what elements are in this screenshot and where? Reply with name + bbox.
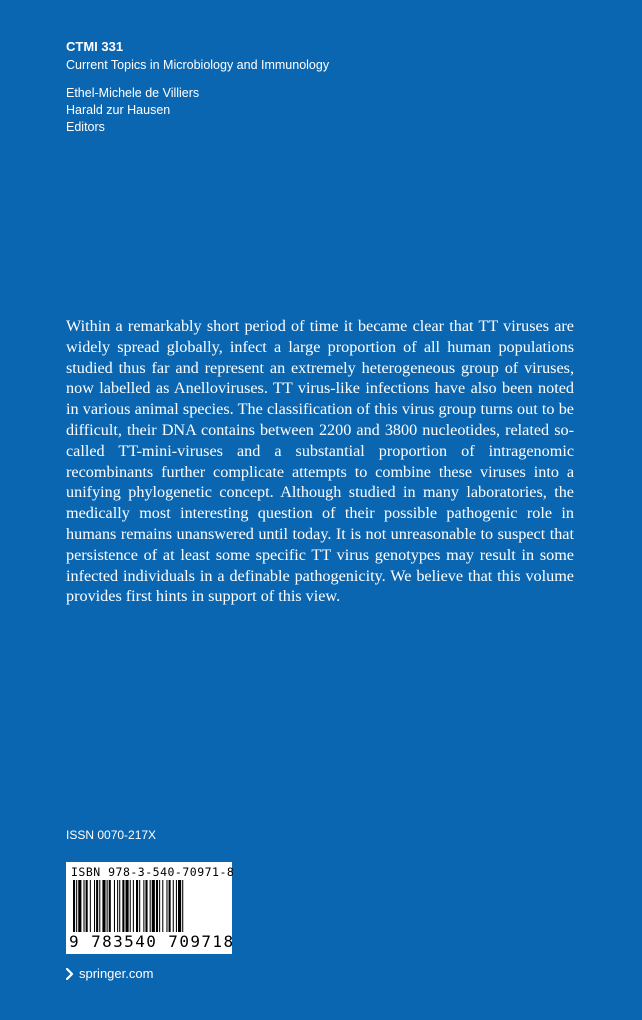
editors-role-label: Editors (66, 120, 105, 134)
springer-link[interactable] (66, 966, 153, 981)
series-code: CTMI 331 (66, 39, 124, 54)
editor-name-2: Harald zur Hausen (66, 103, 171, 117)
issn-number: ISSN 0070-217X (66, 828, 157, 842)
springer-link-text: springer.com (79, 966, 154, 981)
editor-name-1: Ethel-Michele de Villiers (66, 86, 200, 100)
barcode-bars (71, 880, 227, 932)
isbn-barcode (66, 862, 235, 954)
series-title: Current Topics in Microbiology and Immunology (66, 58, 330, 72)
chevron-right-icon (66, 968, 74, 980)
back-cover-blurb: Within a remarkably short period of time it became clear that TT viruses are widely spread globally, infect a large proportion of all human populations studied thus far and represent an extremely heterogeneous group of viruses, now labelled as Anelloviruses. TT virus-like infections have also been noted in various animal species. The classification of this virus group turns out to be difficult, their DNA contains between 2200 and 3800 nucleotides, related so-called TT-mini-viruses and a substantial proportion of intragenomic recombinants further complicate attempts to combine these viruses into a unifying phylogenetic concept. Although studied in many laboratories, the medically most interesting question of their possible pathogenic role in humans remains unanswered until today. It is not unreasonable to suspect that persistence of at least some specific TT virus genotypes may result in some infected individuals in a definable pathogenicity. We believe that this volume provides first hints in support of this view. (66, 317, 574, 606)
series-block (66, 38, 329, 74)
barcode-digits: 9 783540 709718 (69, 932, 235, 951)
editors-block (66, 85, 199, 136)
isbn-text: ISBN 978-3-540-70971-8 (71, 865, 235, 879)
